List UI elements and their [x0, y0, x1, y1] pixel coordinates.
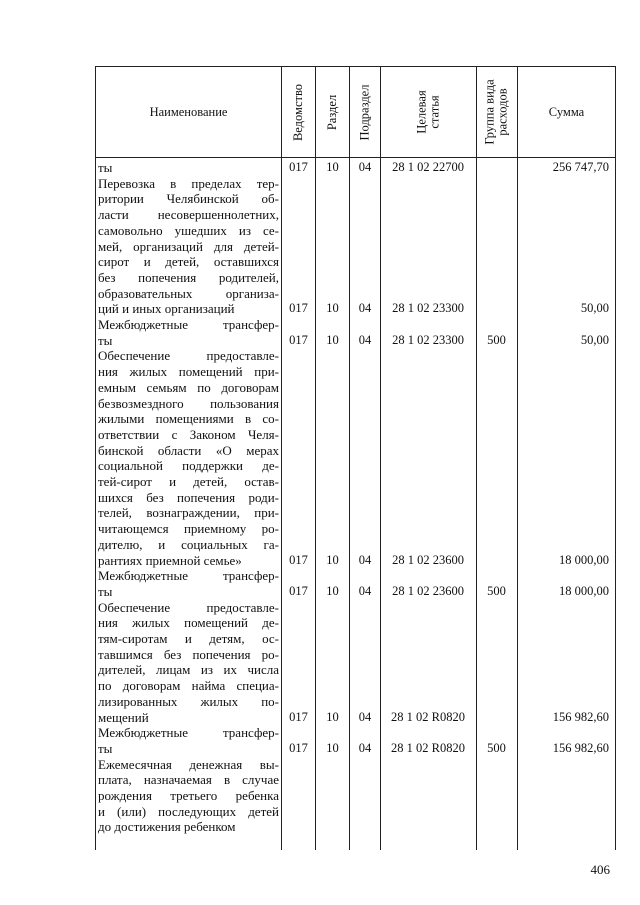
row-5-name-line: лизированных жилых по- [98, 693, 279, 709]
row-3-name-line: дителю, и социальных га- [98, 536, 279, 552]
table-right-border [615, 66, 616, 850]
row-6-name-line: Межбюджетные трансфер- [98, 725, 279, 741]
row-7-name-line: плата, назначаемая в случае [98, 772, 279, 788]
row-6-ved: 017 [289, 740, 308, 755]
row-1-name-line: ций и иных организаций [98, 301, 235, 317]
row-4-name-line: ты [98, 583, 113, 599]
row-3-name-line: ния жилых помещений при- [98, 364, 279, 380]
row-3-name-line: телей, вознаграждении, при- [98, 505, 279, 521]
col-divider-pod [380, 66, 381, 850]
header-vedomstvo [282, 67, 315, 157]
row-7-name-line: рождения третьего ребенка [98, 788, 279, 803]
row-2-raz: 10 [326, 332, 339, 347]
row-1-name-line: Перевозка в пределах тер- [98, 175, 279, 191]
row-3-name-line: тей-сирот и детей, остав- [98, 474, 279, 489]
header-name [96, 67, 281, 157]
row-3-name-line: жилыми помещениями в со- [98, 411, 279, 427]
row-2-ved: 017 [289, 332, 308, 347]
row-5-name-line: мещений [98, 709, 149, 725]
row-4-cel: 28 1 02 23600 [392, 583, 464, 598]
row-6-pod: 04 [358, 740, 372, 755]
row-5-name-line: по договорам найма специа- [98, 678, 279, 694]
row-6-name-line: ты [98, 740, 113, 756]
row-0-ved: 017 [289, 160, 308, 174]
table-left-border [95, 66, 96, 850]
header-gruppa-line1: Группа вида [483, 79, 498, 145]
row-3-ved: 017 [289, 552, 308, 567]
row-1-pod: 04 [358, 301, 372, 316]
row-0-sum: 256 747,70 [552, 160, 609, 174]
table-header-bottom-border [95, 157, 615, 158]
row-2-sum: 50,00 [580, 332, 609, 347]
row-3-name-line: емным семьям по договорам [98, 379, 279, 395]
header-razdel-text: Раздел [325, 94, 340, 130]
row-4-sum: 18 000,00 [559, 583, 609, 598]
row-1-name-line: самовольно ушедших из се- [98, 222, 279, 238]
row-0-pod: 04 [358, 160, 372, 174]
header-summa-text: Сумма [548, 104, 585, 119]
row-4-raz: 10 [326, 583, 339, 598]
header-name-text: Наименование [149, 104, 228, 119]
row-6-raz: 10 [326, 740, 339, 755]
row-4-name-line: Межбюджетные трансфер- [98, 568, 279, 584]
col-divider-name [281, 66, 282, 850]
row-1-raz: 10 [326, 301, 339, 316]
row-0-cel: 28 1 02 22700 [392, 160, 464, 174]
row-3-name-line: Обеспечение предоставле- [98, 348, 279, 364]
row-3-cel: 28 1 02 23600 [392, 552, 464, 567]
row-1-cel: 28 1 02 23300 [392, 301, 464, 316]
row-3-name-line: шихся без попечения роди- [98, 489, 279, 505]
row-1-name-line: сирот и детей, оставшихся [98, 254, 279, 270]
row-6-grp: 500 [487, 740, 506, 755]
header-celevaya-line1: Целевая [414, 90, 429, 134]
header-gruppa-text [484, 79, 510, 144]
row-1-name-line: ласти несовершеннолетних, [98, 207, 279, 223]
row-5-name-line: тям-сиротам и детям, ос- [98, 631, 279, 646]
col-divider-raz [349, 66, 350, 850]
row-3-name-line: рантиях приемной семье» [98, 552, 242, 568]
row-1-ved: 017 [289, 301, 308, 316]
row-2-name-line: Межбюджетные трансфер- [98, 317, 279, 332]
row-3-name-line: безвозмездного пользования [98, 395, 279, 411]
header-vedomstvo-text: Ведомство [291, 83, 305, 141]
header-celevaya [381, 67, 476, 157]
row-1-name-line: ритории Челябинской об- [98, 191, 279, 207]
row-5-name-line: тавшимся без попечения ро- [98, 646, 279, 662]
page-number: 406 [590, 862, 610, 877]
row-7-name-line: и (или) последующих детей [98, 803, 279, 819]
col-divider-ved [315, 66, 316, 850]
row-2-name-line: ты [98, 332, 113, 348]
header-gruppa-line2: расходов [496, 88, 511, 136]
row-4-grp: 500 [487, 583, 506, 598]
row-5-name-line: ния жилых помещений де- [98, 615, 279, 631]
row-0-raz: 10 [326, 160, 339, 174]
row-3-name-line: читающемся приемному ро- [98, 521, 279, 537]
header-celevaya-text [416, 90, 442, 133]
row-0-name-line: ты [98, 160, 113, 175]
row-3-sum: 18 000,00 [559, 552, 609, 567]
header-summa [518, 67, 615, 157]
row-2-cel: 28 1 02 23300 [392, 332, 464, 347]
row-1-name-line: без попечения родителей, [98, 269, 279, 285]
header-razdel [316, 67, 349, 157]
row-1-sum: 50,00 [580, 301, 609, 316]
row-1-name-line: образовательных организа- [98, 285, 279, 301]
row-3-name-line: социальной поддержки де- [98, 458, 279, 474]
col-divider-grp [517, 66, 518, 850]
row-4-ved: 017 [289, 583, 308, 598]
row-2-pod: 04 [358, 332, 372, 347]
header-celevaya-line2: статья [427, 95, 442, 129]
header-podrazdel-text: Подраздел [357, 84, 372, 140]
row-5-ved: 017 [289, 709, 308, 724]
header-podrazdel [350, 67, 380, 157]
row-3-name-line: ответствии с Законом Челя- [98, 426, 279, 442]
row-2-grp: 500 [487, 332, 506, 347]
row-7-name-line: Ежемесячная денежная вы- [98, 756, 279, 772]
row-5-pod: 04 [358, 709, 372, 724]
row-3-name-line: бинской области «О мерах [98, 442, 279, 458]
row-5-raz: 10 [326, 709, 339, 724]
row-6-sum: 156 982,60 [552, 740, 609, 755]
header-gruppa [477, 67, 517, 157]
row-1-name-line: мей, организаций для детей- [98, 238, 279, 254]
row-5-name-line: дителей, лицам из их числа [98, 662, 279, 678]
row-3-raz: 10 [326, 552, 339, 567]
row-6-cel: 28 1 02 R0820 [391, 740, 465, 755]
row-4-pod: 04 [358, 583, 372, 598]
row-5-name-line: Обеспечение предоставле- [98, 599, 279, 615]
row-3-pod: 04 [358, 552, 372, 567]
col-divider-cel [476, 66, 477, 850]
row-5-cel: 28 1 02 R0820 [391, 709, 465, 724]
row-7-name-line: до достижения ребенком [98, 819, 236, 835]
row-5-sum: 156 982,60 [552, 709, 609, 724]
